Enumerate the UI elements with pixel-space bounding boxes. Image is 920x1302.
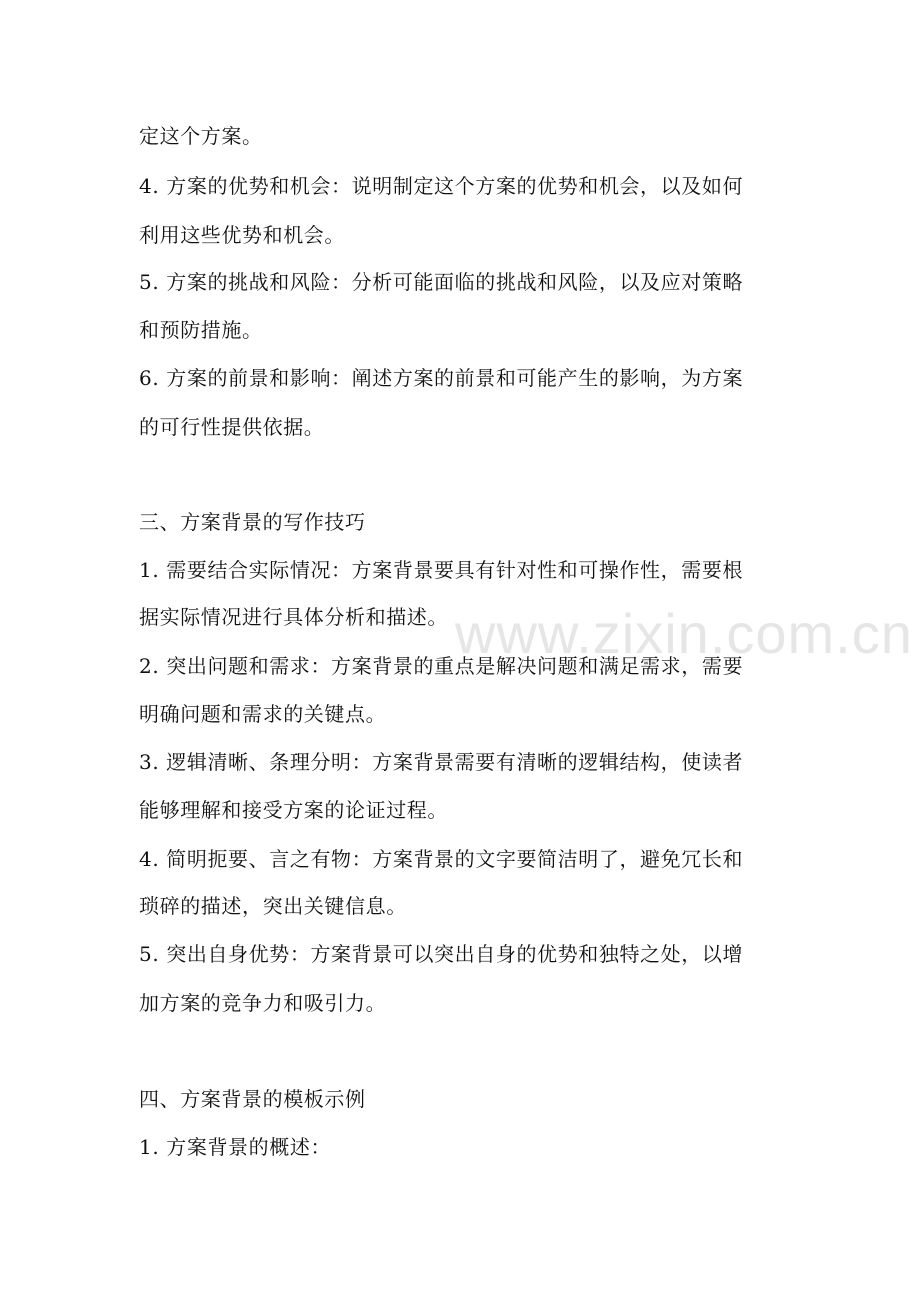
paragraph-line: 6. 方案的前景和影响：阐述方案的前景和可能产生的影响，为方案 xyxy=(139,366,744,390)
paragraph-line: 能够理解和接受方案的论证过程。 xyxy=(139,798,448,822)
paragraph-line: 据实际情况进行具体分析和描述。 xyxy=(139,605,448,629)
paragraph-line: 1. 方案背景的概述： xyxy=(139,1135,332,1159)
paragraph-line: 4. 简明扼要、言之有物：方案背景的文字要简洁明了，避免冗长和 xyxy=(139,847,744,871)
paragraph-line: 2. 突出问题和需求：方案背景的重点是解决问题和满足需求，需要 xyxy=(139,654,744,678)
paragraph-line: 1. 需要结合实际情况：方案背景要具有针对性和可操作性，需要根 xyxy=(139,558,744,582)
section-heading: 三、方案背景的写作技巧 xyxy=(139,510,366,534)
paragraph-line: 明确问题和需求的关键点。 xyxy=(139,702,387,726)
paragraph-line: 加方案的竞争力和吸引力。 xyxy=(139,991,387,1015)
paragraph-line: 利用这些优势和机会。 xyxy=(139,223,345,247)
paragraph-line: 的可行性提供依据。 xyxy=(139,415,325,439)
paragraph-line: 5. 方案的挑战和风险：分析可能面临的挑战和风险，以及应对策略 xyxy=(139,270,744,294)
section-heading: 四、方案背景的模板示例 xyxy=(139,1087,366,1111)
paragraph-line: 3. 逻辑清晰、条理分明：方案背景需要有清晰的逻辑结构，使读者 xyxy=(139,750,744,774)
paragraph-line: 4. 方案的优势和机会：说明制定这个方案的优势和机会，以及如何 xyxy=(139,174,744,198)
paragraph-line: 5. 突出自身优势：方案背景可以突出自身的优势和独特之处，以增 xyxy=(139,942,744,966)
paragraph-line: 定这个方案。 xyxy=(139,124,263,148)
paragraph-line: 琐碎的描述，突出关键信息。 xyxy=(139,894,407,918)
watermark: www.zixin.com.cn xyxy=(455,602,913,665)
paragraph-line: 和预防措施。 xyxy=(139,318,263,342)
